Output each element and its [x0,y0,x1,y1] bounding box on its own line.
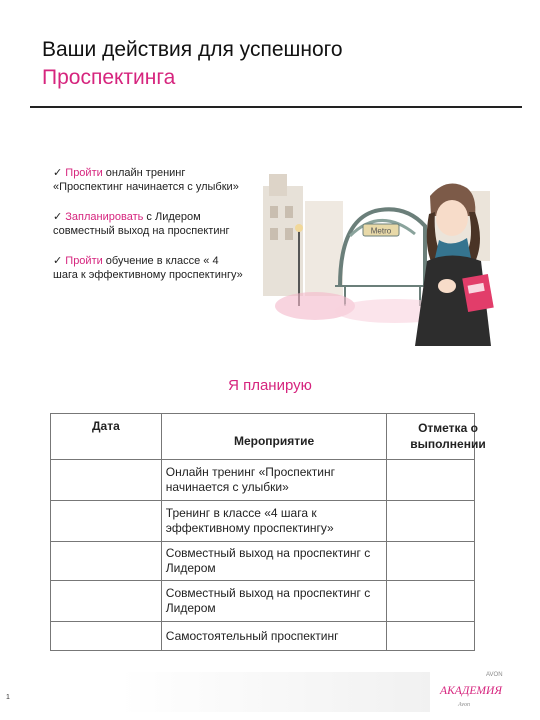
date-cell[interactable] [51,501,162,542]
event-cell: Самостоятельный проспектинг [161,622,387,651]
date-cell[interactable] [51,581,162,622]
logo-tagline: Avon [458,702,470,708]
mark-cell[interactable] [387,622,475,651]
mark-cell[interactable] [387,460,475,501]
action-verb: Запланировать [65,211,144,223]
mark-cell[interactable] [387,501,475,542]
header-mark: Отметка о выполнении [410,421,486,451]
check-icon: ✓ [53,211,63,223]
event-cell: Тренинг в классе «4 шага к эффективному проспектингу» [161,501,387,542]
action-list [53,166,243,298]
date-cell[interactable] [51,460,162,501]
mark-cell[interactable] [387,581,475,622]
check-icon: ✓ [53,167,63,179]
table-row [51,581,475,622]
plan-heading: Я планирую [228,377,312,394]
action-item [53,166,243,194]
action-item [53,210,243,238]
header-date: Дата [51,414,162,460]
table-row [51,542,475,581]
header-event: Мероприятие [161,414,387,460]
action-text: онлайн тренинг «Проспектинг начинается с улыбки» [53,167,239,193]
page-number: 1 [6,694,10,701]
date-cell[interactable] [51,622,162,651]
event-cell: Совместный выход на проспектинг с Лидером [161,542,387,581]
metro-illustration [255,166,505,346]
action-verb: Пройти [65,255,103,267]
check-icon: ✓ [53,255,63,267]
event-cell: Онлайн тренинг «Проспектинг начинается с улыбки» [161,460,387,501]
mark-cell[interactable] [387,542,475,581]
slide-title-line1: Ваши действия для успешного [42,38,343,61]
academy-logo [438,668,504,712]
logo-brand-main: АКАДЕМИЯ [439,683,504,697]
action-text: с Лидером совместный выход на проспектинг [53,211,230,237]
table-row [51,501,475,542]
metro-sign: Metro [370,226,392,236]
title-divider [30,106,522,108]
action-item [53,254,243,282]
event-cell: Совместный выход на проспектинг с Лидером [161,581,387,622]
date-cell[interactable] [51,542,162,581]
logo-brand-small: AVON [486,672,503,678]
footer-strip [120,672,430,712]
table-row [51,460,475,501]
action-text: обучение в классе « 4 шага к эффективному проспектингу» [53,255,243,281]
action-verb: Пройти [65,167,103,179]
slide-title-line2: Проспектинга [42,66,176,89]
table-row [51,622,475,651]
